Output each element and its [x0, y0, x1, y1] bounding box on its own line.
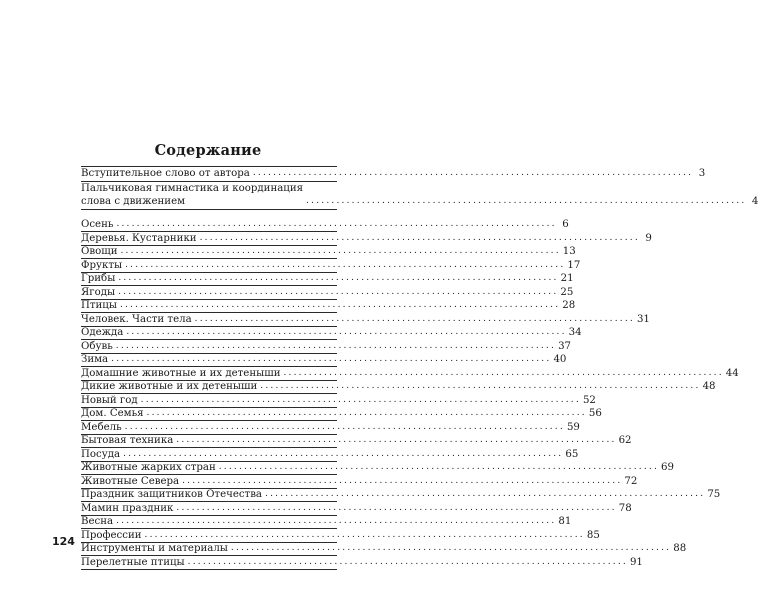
toc-entry-page: 3: [698, 168, 706, 179]
toc-entry[interactable]: [81, 272, 574, 285]
toc-entry[interactable]: [81, 313, 650, 326]
toc-entry-title: Посуда: [81, 448, 121, 460]
leader-dots: .......................................................................................: [194, 313, 635, 324]
toc-entry-title: Домашние животные и их детеныши: [81, 367, 281, 379]
leader-dots: .......................................................................................: [252, 168, 694, 178]
toc-entry[interactable]: [81, 259, 581, 272]
leader-dots: .......................................................................................: [111, 354, 552, 365]
toc-entry-page: 17: [567, 259, 581, 271]
leader-dots: .......................................................................................: [176, 435, 617, 446]
toc-entry[interactable]: [81, 299, 576, 312]
leader-dots: .......................................................................................: [120, 246, 561, 257]
leader-dots: .......................................................................................: [199, 232, 640, 243]
toc-entry-page: 28: [562, 300, 576, 312]
toc-entry-intro[interactable]: [81, 167, 706, 180]
toc-entry-page: 69: [661, 462, 675, 474]
toc-entry[interactable]: [81, 218, 569, 231]
toc-entry-page: 75: [707, 489, 721, 501]
toc-entry[interactable]: [81, 340, 572, 353]
leader-dots: .......................................................................................: [123, 448, 564, 459]
toc-entry-title: Животные Севера: [81, 475, 180, 487]
toc-entry-title: Зима: [81, 354, 109, 366]
toc-entry-page: 62: [618, 435, 632, 447]
toc-entry-title-line-2: слова с движением: [81, 196, 186, 207]
leader-dots: .......................................................................................: [118, 286, 559, 297]
toc-entry-title: Мамин праздник: [81, 502, 174, 514]
toc-entry-title: Бытовая техника: [81, 435, 174, 447]
toc-entry-title: Обувь: [81, 340, 113, 352]
leader-dots: .......................................................................................: [144, 529, 585, 540]
toc-entry[interactable]: [81, 380, 716, 393]
toc-entry-page: 88: [673, 543, 687, 555]
leader-dots: .......................................................................................: [115, 340, 557, 351]
toc-entry-page: 52: [582, 394, 596, 406]
toc-entry-page: 44: [725, 367, 739, 379]
toc-entry-title: Грибы: [81, 273, 116, 285]
toc-entry-page: 72: [624, 475, 638, 487]
toc-entry-page: 21: [560, 273, 574, 285]
toc-entry-title: Дикие животные и их детеныши: [81, 381, 258, 393]
leader-dots: .......................................................................................: [306, 196, 747, 206]
leader-dots: .......................................................................................: [187, 557, 628, 567]
leader-dots: .......................................................................................: [230, 543, 672, 554]
toc-entry-title: Человек. Части тела: [81, 313, 192, 325]
leader-dots: .......................................................................................: [260, 381, 701, 392]
toc-entry[interactable]: [81, 394, 596, 407]
leader-dots: .......................................................................................: [265, 489, 706, 500]
toc-entry-title: Инструменты и материалы: [81, 543, 228, 555]
toc-entry-title: [81, 182, 303, 208]
leader-dots: .......................................................................................: [116, 219, 557, 229]
toc-entry[interactable]: [81, 556, 643, 569]
page-title: Содержание: [154, 142, 262, 159]
toc-entry[interactable]: [81, 353, 567, 366]
leader-dots: .......................................................................................: [119, 300, 561, 311]
leader-dots: .......................................................................................: [176, 502, 617, 513]
toc-entry[interactable]: [81, 461, 675, 474]
leader-dots: .......................................................................................: [146, 408, 587, 419]
toc-entry[interactable]: [81, 475, 638, 488]
toc-entry-title: Овощи: [81, 246, 118, 258]
toc-entry-page: 56: [588, 408, 602, 420]
leader-dots: .......................................................................................: [124, 421, 565, 432]
toc-entry[interactable]: [81, 448, 579, 461]
toc-entry-gymnastics[interactable]: [81, 182, 758, 208]
toc-entry-title: Праздник защитников Отечества: [81, 489, 263, 501]
leader-dots: .......................................................................................: [118, 273, 559, 284]
divider: [81, 209, 337, 210]
toc-entry-page: 81: [558, 516, 572, 528]
toc-entry-title-line-1: Пальчиковая гимнастика и координация: [81, 183, 304, 194]
toc-entry-page: 25: [560, 286, 574, 298]
toc-entry-page: 4: [751, 196, 758, 207]
toc-entry[interactable]: [81, 367, 739, 380]
toc-entry-page: 78: [618, 502, 632, 514]
toc-entry[interactable]: [81, 515, 572, 528]
toc-entry-page: 37: [558, 340, 572, 352]
toc-entry-page: 9: [645, 232, 652, 244]
toc-entry[interactable]: [81, 286, 574, 299]
toc-entry-page: 59: [566, 421, 580, 433]
toc-entry-title: Птицы: [81, 300, 117, 312]
toc-entry[interactable]: [81, 542, 687, 555]
leader-dots: .......................................................................................: [283, 367, 724, 378]
toc-entry[interactable]: [81, 529, 600, 542]
toc-entry-title: Деревья. Кустарники: [81, 232, 197, 244]
toc-entry-title: Новый год: [81, 394, 138, 406]
leader-dots: .......................................................................................: [140, 394, 581, 405]
toc-entry-title: Одежда: [81, 327, 124, 339]
toc-entry-page: 6: [562, 219, 569, 230]
toc-entry-title: Мебель: [81, 421, 122, 433]
leader-dots: .......................................................................................: [126, 327, 567, 338]
toc-entry-page: 48: [702, 381, 716, 393]
toc-entry[interactable]: [81, 407, 602, 420]
leader-dots: .......................................................................................: [218, 462, 660, 473]
toc-entry-page: 40: [553, 354, 567, 366]
leader-dots: .......................................................................................: [125, 259, 566, 270]
divider: [81, 569, 337, 570]
toc-entry-title: Профессии: [81, 529, 142, 541]
toc-entry[interactable]: [81, 488, 721, 501]
toc-entry-page: 34: [568, 327, 582, 339]
toc-entry-title: Осень: [81, 219, 114, 230]
toc-entry-title: Ягоды: [81, 286, 116, 298]
toc-entry[interactable]: [81, 421, 580, 434]
toc-entry-title: Весна: [81, 516, 114, 528]
toc-entry[interactable]: [81, 434, 632, 447]
toc-entry-title: Фрукты: [81, 259, 123, 271]
toc-entry-page: 91: [629, 557, 643, 568]
toc-entry-page: 85: [586, 529, 600, 541]
leader-dots: .......................................................................................: [116, 516, 557, 527]
toc-entry-title: Вступительное слово от автора: [81, 168, 250, 179]
toc-entry-page: 31: [636, 313, 650, 325]
page-number: 124: [52, 535, 75, 548]
toc-entry[interactable]: [81, 502, 632, 515]
toc-entry-title: Дом. Семья: [81, 408, 144, 420]
leader-dots: .......................................................................................: [182, 475, 623, 486]
toc-entry-title: Перелетные птицы: [81, 557, 185, 568]
toc-entry-page: 65: [565, 448, 579, 460]
toc-entry[interactable]: [81, 326, 582, 339]
toc-entry[interactable]: [81, 232, 652, 245]
toc-entry-page: 13: [562, 246, 576, 258]
toc-entry[interactable]: [81, 245, 576, 258]
toc-entry-title: Животные жарких стран: [81, 462, 216, 474]
